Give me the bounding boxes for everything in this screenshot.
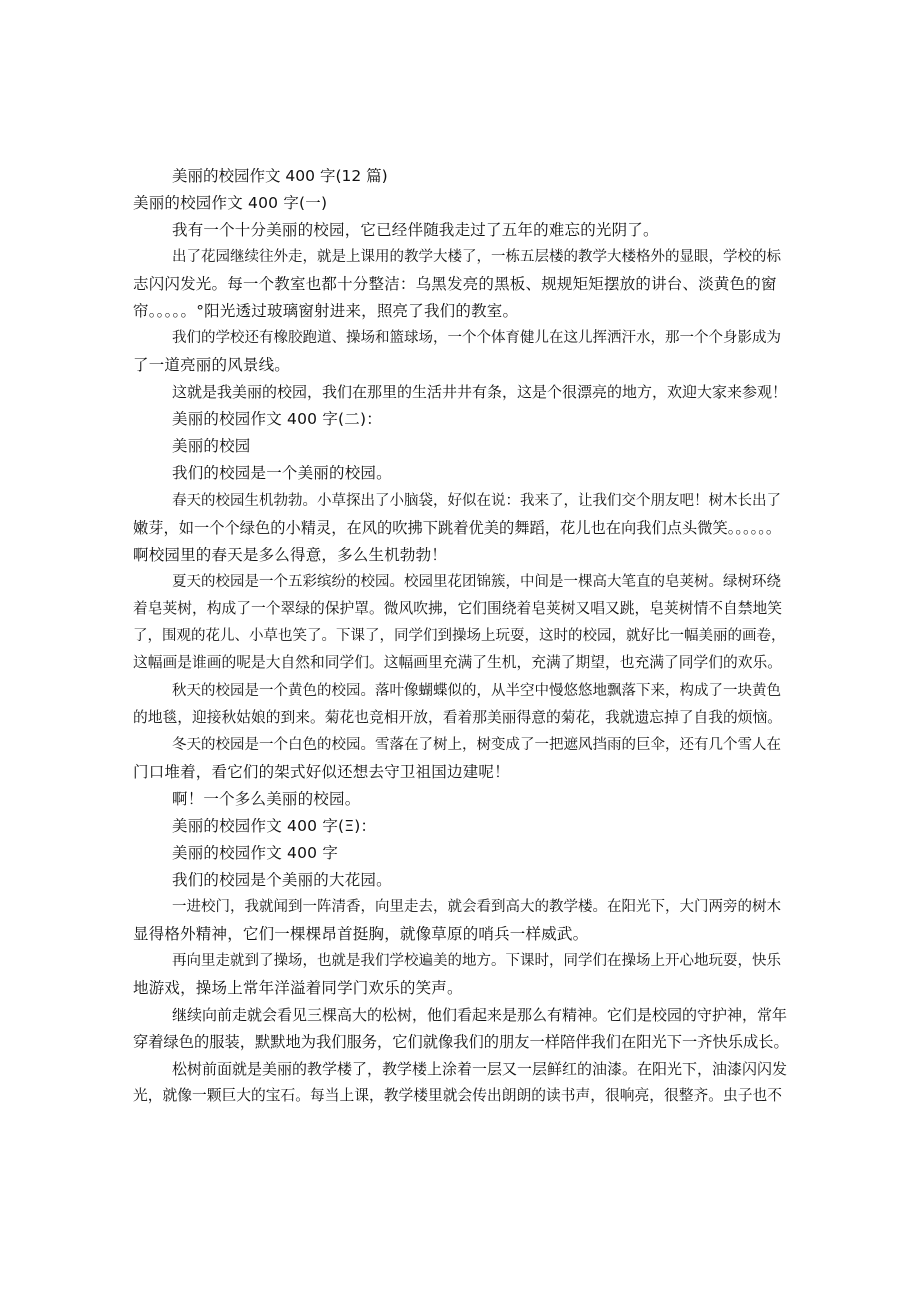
- paragraph-line: 冬天的校园是一个白色的校园。雪落在了树上，树变成了一把遮风挡雨的巨伞，还有几个雪人在: [172, 737, 781, 753]
- paragraph-line: 秋天的校园是一个黄色的校园。落叶像蝴蝶似的，从半空中慢悠悠地飘落下来，构成了一块黄色: [172, 683, 781, 699]
- paragraph-line: 志闪闪发光。每一个教室也都十分整洁：乌黑发亮的黑板、规规矩矩摆放的讲台、淡黄色的窗: [133, 275, 777, 293]
- section-heading-3: 美丽的校园作文 400 字(Ξ)：: [172, 817, 377, 835]
- subtitle: 美丽的校园作文 400 字: [172, 844, 339, 862]
- paragraph-line: 穿着绿色的服装，默默地为我们服务，它们就像我们的朋友一样陪伴我们在阳光下一齐快乐成长。: [133, 1033, 789, 1051]
- paragraph-line: 我们的学校还有橡胶跑道、操场和篮球场，一个个体育健儿在这儿挥洒汗水，那一个个身影成为: [172, 330, 781, 346]
- paragraph-line: 这幅画是谁画的呢是大自然和同学们。这幅画里充满了生机，充满了期望，也充满了同学们的欢乐。: [133, 654, 782, 671]
- paragraph-line: 着皂荚树，构成了一个翠绿的保护罩。微风吹拂，它们围绕着皂荚树又唱又跳，皂荚树情不自禁地笑: [133, 600, 782, 617]
- paragraph-line: 显得格外精神，它们一棵棵昂首挺胸，就像草原的哨兵一样威武。: [133, 925, 589, 943]
- paragraph-line: 再向里走就到了操场，也就是我们学校遍美的地方。下课时，同学们在操场上开心地玩耍，快乐: [172, 953, 781, 969]
- section-heading-1: 美丽的校园作文 400 字(一): [133, 194, 328, 212]
- paragraph-line: 啊校园里的春天是多么得意，多么生机勃勃！: [133, 546, 448, 564]
- paragraph-line: 我们的校园是个美丽的大花园。: [172, 871, 392, 889]
- paragraph-line: 地游戏，操场上常年洋溢着同学门欢乐的笑声。: [133, 979, 463, 997]
- paragraph-line: 了一道亮丽的风景线。: [133, 356, 291, 374]
- paragraph-line: 的地毯，迎接秋姑娘的到来。菊花也竞相开放，看着那美丽得意的菊花，我就遗忘掉了自我的烦恼。: [133, 709, 782, 726]
- paragraph-line: 夏天的校园是一个五彩缤纷的校园。校园里花团锦簇，中间是一棵高大笔直的皂荚树。绿树环绕: [172, 574, 781, 590]
- paragraph-line: 继续向前走就会看见三棵高大的松树，他们看起来是那么有精神。它们是校园的守护神，常年: [172, 1006, 788, 1024]
- paragraph-line: 春天的校园生机勃勃。小草探出了小脑袋，好似在说：我来了，让我们交个朋友吧！树木长出了: [172, 493, 781, 509]
- paragraph-line: 这就是我美丽的校园，我们在那里的生活井井有条，这是个很漂亮的地方，欢迎大家来参观！: [172, 383, 788, 401]
- paragraph-line: 出了花园继续往外走，就是上课用的教学大楼了，一栋五层楼的教学大楼格外的显眼，学校的标: [172, 249, 781, 265]
- paragraph-line: 门口堆着，看它们的架式好似还想去守卫祖国边建呢！: [133, 763, 510, 781]
- paragraph-line: 啊！一个多么美丽的校园。: [172, 790, 361, 808]
- paragraph-line: 我们的校园是一个美丽的校园。: [172, 464, 392, 482]
- paragraph-line: 帘。。。。。°阳光透过玻璃窗射进来，照亮了我们的教室。: [133, 302, 519, 320]
- subtitle: 美丽的校园: [172, 437, 251, 455]
- document-title: 美丽的校园作文 400 字(12 篇): [172, 167, 388, 185]
- paragraph-line: 嫩芽，如一个个绿色的小精灵，在风的吹拂下跳着优美的舞蹈，花儿也在向我们点头微笑。。。。。。: [133, 519, 782, 537]
- paragraph-line: 了，围观的花儿、小草也笑了。下课了，同学们到操场上玩耍，这时的校园，就好比一幅美丽的画卷，: [133, 628, 786, 644]
- paragraph-line: 一进校门，我就闻到一阵清香，向里走去，就会看到高大的教学楼。在阳光下，大门两旁的树木: [172, 899, 781, 915]
- paragraph-line: 光，就像一颗巨大的宝石。每当上课，教学楼里就会传出朗朗的读书声，很响亮，很整齐。虫子也不: [133, 1087, 782, 1104]
- paragraph-line: 我有一个十分美丽的校园，它已经伴随我走过了五年的难忘的光阴了。: [172, 221, 659, 239]
- section-heading-2: 美丽的校园作文 400 字(二)：: [172, 410, 382, 428]
- paragraph-line: 松树前面就是美丽的教学楼了，教学楼上涂着一层又一层鲜红的油漆。在阳光下，油漆闪闪发: [172, 1060, 788, 1078]
